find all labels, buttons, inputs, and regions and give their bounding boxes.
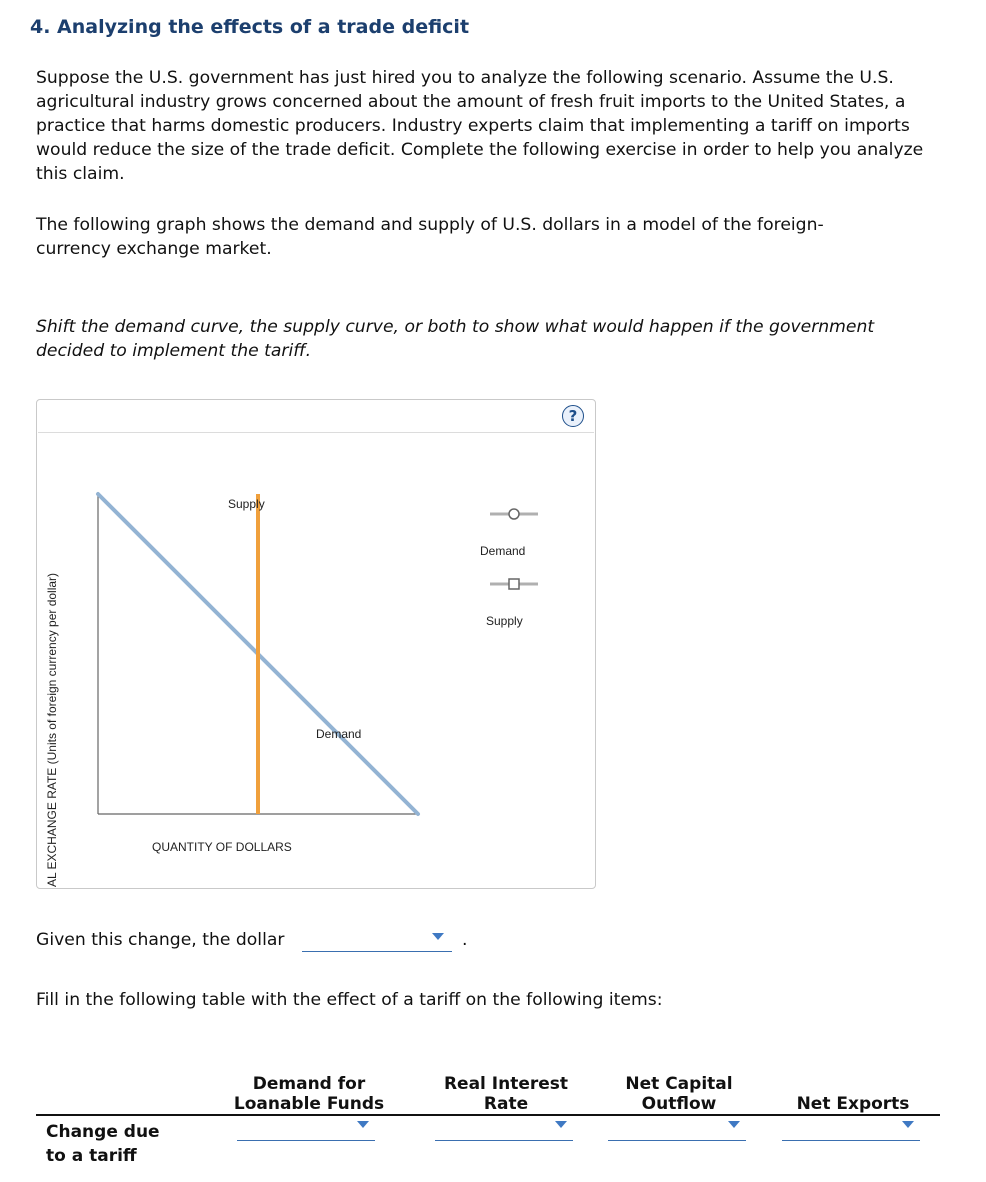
graph-panel[interactable] xyxy=(36,399,596,889)
column-header-line: Outflow xyxy=(641,1094,717,1114)
y-axis-label: AL EXCHANGE RATE (Units of foreign currency per dollar) xyxy=(45,572,59,888)
dropdown-underline xyxy=(435,1140,573,1141)
dropdown-net-capital-outflow[interactable] xyxy=(608,1116,746,1142)
column-header-line: Loanable Funds xyxy=(233,1094,385,1114)
column-header-net-capital-outflow xyxy=(600,1074,758,1114)
row-label-line: Change due xyxy=(46,1122,160,1142)
column-header-real-interest-rate xyxy=(425,1074,587,1114)
dropdown-underline xyxy=(782,1140,920,1141)
legend-supply-label: Supply xyxy=(486,614,523,628)
dropdown-net-exports[interactable] xyxy=(782,1116,920,1142)
help-icon[interactable]: ? xyxy=(562,405,584,427)
row-label-change-due-to-tariff xyxy=(46,1120,206,1168)
column-header-line: Demand for xyxy=(252,1074,366,1094)
intro-paragraph: Suppose the U.S. government has just hired you to analyze the following scenario. Assume the U.S. agricultural industry grows concerned about the amount of fresh fruit imports to the United States, a practice that harms domestic producers. Industry experts claim that implementing a tariff on imports would reduce the size of the trade deficit. Complete the following exercise in order to help you analyze this claim. xyxy=(36,68,924,184)
column-header-line xyxy=(772,1074,934,1094)
table-intro: Fill in the following table with the effect of a tariff on the following items: xyxy=(36,990,663,1010)
dropdown-underline xyxy=(608,1140,746,1141)
dollar-question-text: Given this change, the dollar xyxy=(36,930,285,950)
chevron-down-icon xyxy=(902,1121,914,1128)
dropdown-demand-loanable-funds[interactable] xyxy=(237,1116,375,1142)
column-header-line: Real Interest xyxy=(443,1074,569,1094)
dropdown-real-interest-rate[interactable] xyxy=(435,1116,573,1142)
column-header-demand-loanable-funds xyxy=(225,1074,393,1114)
question-period: . xyxy=(462,930,468,950)
square-marker-icon[interactable] xyxy=(509,579,519,589)
graph-description: The following graph shows the demand and supply of U.S. dollars in a model of the foreign-currency exchange market. xyxy=(36,215,824,259)
instruction-text: Shift the demand curve, the supply curve, or both to show what would happen if the government decided to implement the tariff. xyxy=(36,317,875,361)
chevron-down-icon xyxy=(728,1121,740,1128)
column-header-line: Rate xyxy=(483,1094,529,1114)
chevron-down-icon xyxy=(555,1121,567,1128)
chevron-down-icon xyxy=(357,1121,369,1128)
dropdown-underline xyxy=(302,951,452,952)
column-header-line: Net Capital xyxy=(625,1074,733,1094)
column-header-net-exports xyxy=(772,1074,934,1114)
supply-curve-label: Supply xyxy=(228,497,265,511)
chevron-down-icon xyxy=(432,933,444,940)
page-title: 4. Analyzing the effects of a trade deficit xyxy=(30,16,470,38)
dollar-change-dropdown[interactable] xyxy=(302,926,452,952)
demand-curve-label: Demand xyxy=(316,727,362,741)
legend-demand-label: Demand xyxy=(480,544,526,558)
column-header-line: Net Exports xyxy=(796,1094,910,1114)
graph-panel-divider xyxy=(38,432,594,433)
circle-marker-icon[interactable] xyxy=(509,509,519,519)
dropdown-underline xyxy=(237,1140,375,1141)
x-axis-label: QUANTITY OF DOLLARS xyxy=(152,840,292,854)
row-label-line: to a tariff xyxy=(46,1146,137,1166)
